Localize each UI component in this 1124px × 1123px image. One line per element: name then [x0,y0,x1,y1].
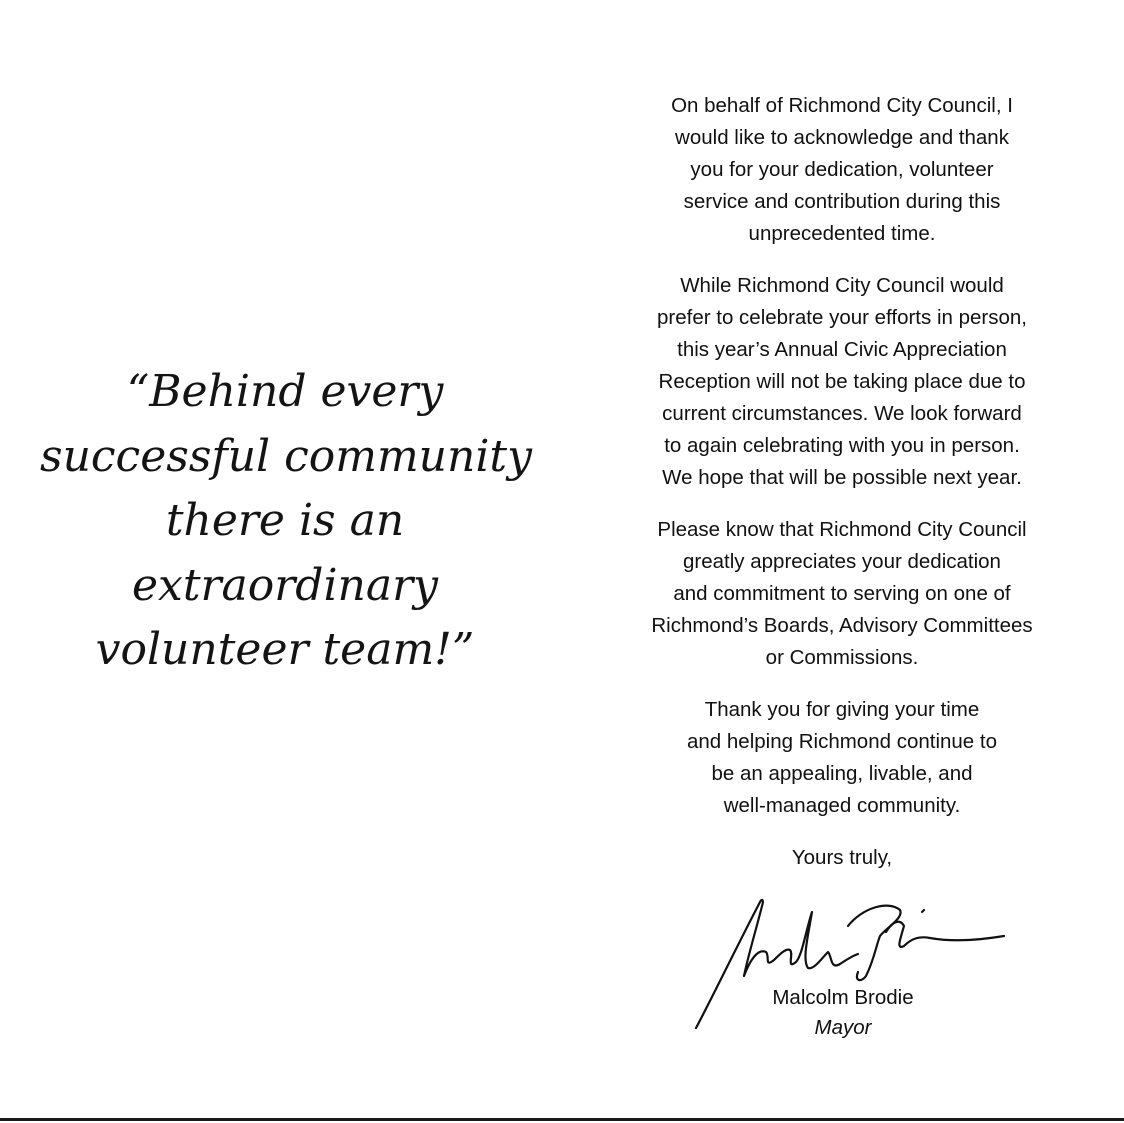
letter-paragraph-3 [630,514,1054,674]
letter-line: On behalf of Richmond City Council, I [671,94,1013,117]
letter-line: unprecedented time. [748,222,936,245]
quote-line: successful community [40,430,532,482]
letter-line: would like to acknowledge and thank [675,126,1009,149]
letter-line: be an appealing, livable, and [711,762,973,785]
signer-title: Mayor [814,1016,872,1039]
letter-line: to again celebrating with you in person. [664,434,1020,457]
quote-line: volunteer team!” [95,624,475,675]
letter-line: and commitment to serving on one of [673,582,1011,605]
bottom-edge-divider [0,1118,1124,1121]
letter-paragraph-1 [630,90,1054,250]
letter-line: While Richmond City Council would [680,274,1004,297]
letter-line: greatly appreciates your dedication [683,550,1001,573]
quote-line: extraordinary [131,559,439,611]
letter-line: you for your dedication, volunteer [690,158,994,181]
letter-line: well-managed community. [723,794,961,817]
letter-paragraph-4 [630,694,1054,822]
quote-panel [40,360,530,683]
letter-body [630,90,1054,874]
letter-line: current circumstances. We look forward [662,402,1022,425]
letter-line: We hope that will be possible next year. [662,466,1022,489]
letter-line: prefer to celebrate your efforts in person, [657,306,1027,329]
quote-line: there is an [165,495,405,546]
letter-line: Reception will not be taking place due to [658,370,1026,393]
letter-line: Richmond’s Boards, Advisory Committees [651,614,1033,637]
letter-line: Thank you for giving your time [704,698,980,721]
letter-line: Please know that Richmond City Council [657,518,1027,541]
letter-line: this year’s Annual Civic Appreciation [677,338,1007,361]
quote-line: “Behind every [126,366,444,417]
letter-line: service and contribution during this [683,190,1001,213]
letter-line: and helping Richmond continue to [687,730,997,753]
signer-name: Malcolm Brodie [772,986,914,1009]
signature-block [690,890,1020,1040]
letter-line: or Commissions. [765,646,919,669]
letter-closing: Yours truly, [791,846,893,869]
letter-paragraph-2 [630,270,1054,494]
